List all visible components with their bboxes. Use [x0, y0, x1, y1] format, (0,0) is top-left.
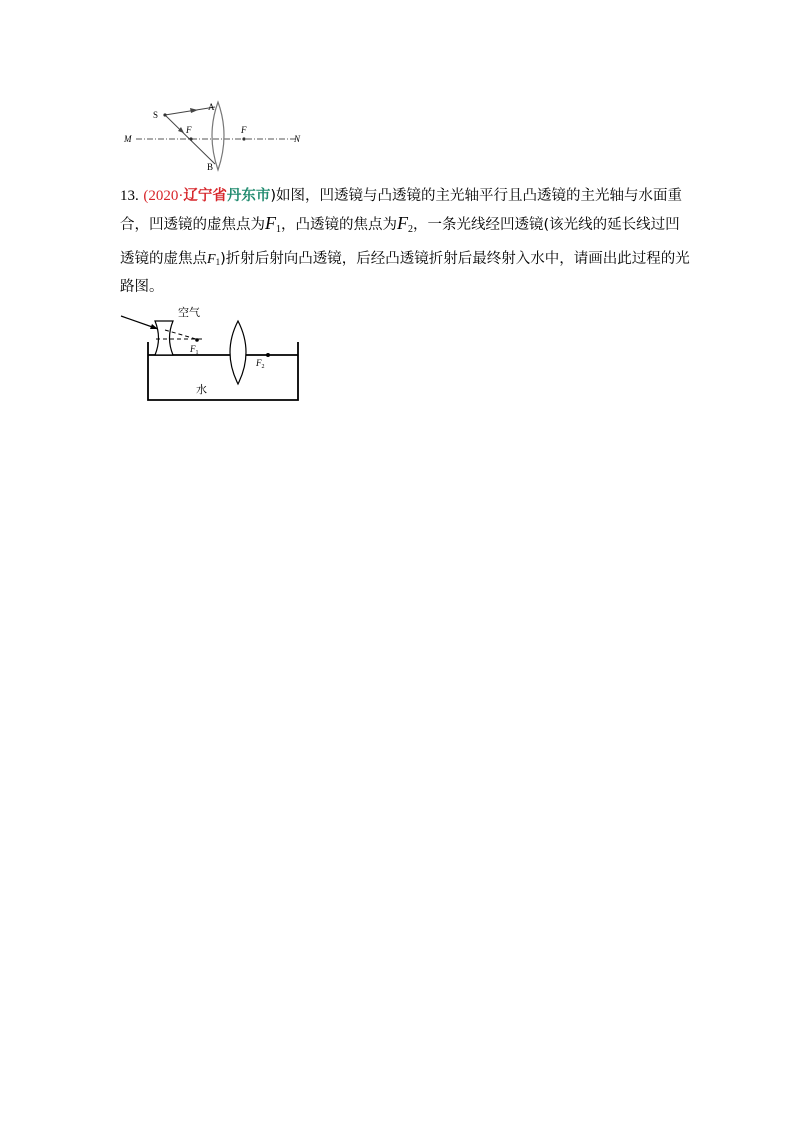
- question-line-1: [120, 184, 690, 205]
- question-source-year: 2020·: [148, 188, 184, 204]
- question-line2-part2: ，凸透镜的焦点为: [281, 217, 397, 233]
- lens-water-diagram: [118, 302, 308, 404]
- convex-lens-outline: [230, 321, 246, 384]
- label-f-right: F: [241, 125, 247, 135]
- symbol-f1-sub: 1: [276, 224, 281, 235]
- symbol-f1: F: [265, 213, 276, 233]
- convex-lens-ray-diagram: [118, 98, 318, 174]
- ray-arrow-lower: [178, 127, 184, 133]
- label-m: M: [124, 134, 132, 144]
- label-n: N: [294, 134, 301, 144]
- question-line4-text: 路图。: [120, 279, 164, 295]
- label-f1: $F_1$: [190, 344, 199, 356]
- focus-left-dot: [189, 137, 192, 140]
- point-s: [163, 113, 166, 116]
- question-source-paren-open: (: [143, 188, 149, 204]
- inline-symbol-f1-sub: 1: [215, 257, 221, 267]
- label-s: S: [153, 110, 159, 120]
- question-line3-part1: 透镜的虚焦点: [120, 251, 207, 267]
- label-f2: $F_2$: [256, 358, 265, 370]
- question-line3-part2: )折射后射向凸透镜，后经凸透镜折射后最终射入水中，请画出此过程的光: [220, 251, 690, 267]
- question-source-province: 辽宁省: [183, 188, 227, 204]
- question-line-3: [120, 247, 690, 268]
- question-line2-part3: ，一条光线经凹透镜(该光线的延长线过凹: [413, 217, 680, 233]
- convex-lens-outline: [212, 102, 224, 170]
- question-source-city: 丹东市: [226, 188, 271, 204]
- focus-f2-dot: [266, 353, 270, 357]
- question-number: 13.: [120, 188, 139, 204]
- focus-f1-dot: [195, 338, 199, 342]
- concave-lens-outline: [155, 321, 173, 355]
- label-air: 空气: [178, 306, 200, 319]
- label-f-left: F: [186, 125, 192, 135]
- inline-symbol-f1: F: [207, 252, 216, 267]
- question-source-paren-close: ): [270, 188, 277, 204]
- question-line-4: [120, 275, 690, 296]
- label-water: 水: [196, 383, 207, 396]
- label-a: A: [208, 102, 215, 112]
- question-line2-part1: 合，凹透镜的虚焦点为: [120, 217, 265, 233]
- question-line1-text: 如图，凹透镜与凸透镜的主光轴平行且凸透镜的主光轴与水面重: [276, 188, 683, 204]
- question-line-2: [120, 213, 690, 235]
- label-b: B: [207, 162, 214, 172]
- focus-right-dot: [242, 137, 245, 140]
- symbol-f2-sub: 2: [408, 224, 413, 235]
- symbol-f2: F: [397, 213, 408, 233]
- ray-arrow-upper: [190, 108, 198, 113]
